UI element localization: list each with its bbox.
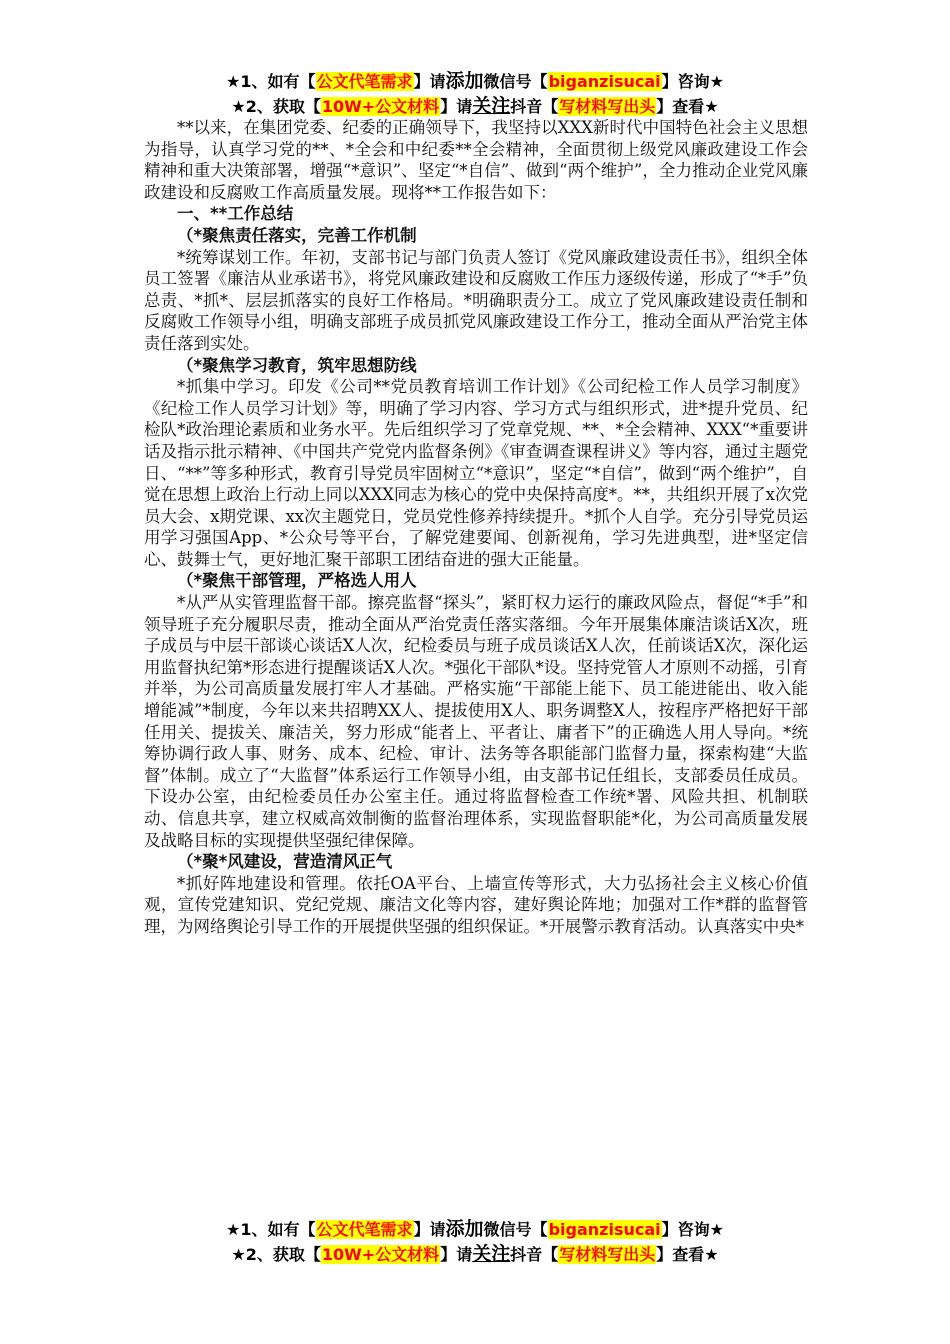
promo-text: ★1、如有【 bbox=[226, 1220, 316, 1239]
promo-text: 微信号【 bbox=[483, 72, 548, 91]
promo-highlight: biganzisucai bbox=[548, 72, 661, 91]
promo-text: 】请 bbox=[413, 1220, 446, 1239]
promo-highlight: biganzisucai bbox=[548, 1220, 661, 1239]
bottom-promo-banner bbox=[0, 1217, 950, 1267]
section-heading: 一、**工作总结 bbox=[177, 204, 294, 224]
subsection-title: （*聚焦学习教育，筑牢思想防线 bbox=[177, 355, 417, 375]
promo-highlight: 公文代笔需求 bbox=[316, 1220, 413, 1239]
promo-text: 】查看★ bbox=[656, 1245, 719, 1264]
promo-text: 抖音【 bbox=[510, 1245, 559, 1264]
promo-emphasis: 关注 bbox=[472, 1243, 511, 1265]
body-paragraph: *抓好阵地建设和管理。依托OA平台、上墙宣传等形式，大力弘扬社会主义核心价值观，宣传党建知识、党纪党规、廉洁文化等内容，建好舆论阵地；加强对工作*群的监督管理，为网络舆论引导工作的开展提供坚强的组织保证。*开展警示教育活动。认真落实中央* bbox=[144, 873, 808, 936]
promo-highlight: 10W+公文材料 bbox=[321, 97, 440, 116]
top-promo-banner bbox=[0, 69, 950, 119]
body-paragraph: *统筹谋划工作。年初，支部书记与部门负责人签订《党风廉政建设责任书》，组织全体员工签署《廉洁从业承诺书》，将党风廉政建设和反腐败工作压力逐级传递，形成了“*手”负总责、*抓*、层层抓落实的良好工作格局。*明确职责分工。成立了党风廉政建设责任制和反腐败工作领导小组，明确支部班子成员抓党风廉政建设工作分工，推动全面从严治党主体责任落到实处。 bbox=[144, 247, 808, 353]
promo-emphasis: 添加 bbox=[445, 1218, 484, 1240]
promo-emphasis: 添加 bbox=[445, 70, 484, 92]
intro-paragraph: **以来，在集团党委、纪委的正确领导下，我坚持以XXX新时代中国特色社会主义思想为指导，认真学习党的**、*全会和中纪委**全会精神，全面贯彻上级党风廉政建设工作会精神和重大决策部署，增强“*意识”、坚定“*自信”、做到“两个维护”，全力推动企业党风廉政建设和反腐败工作高质量发展。现将**工作报告如下： bbox=[144, 118, 808, 202]
document-body bbox=[144, 117, 808, 938]
promo-text: 】咨询★ bbox=[661, 1220, 724, 1239]
subsection-title: （*聚焦责任落实，完善工作机制 bbox=[177, 225, 417, 245]
promo-highlight: 写材料写出头 bbox=[559, 1245, 656, 1264]
body-paragraph: *从严从实管理监督干部。擦亮监督“探头”，紧盯权力运行的廉政风险点，督促“*手”和领导班子充分履职尽责，推动全面从严治党责任落实落细。今年开展集体廉洁谈话X次，班子成员与中层干部谈心谈话X人次，纪检委员与班子成员谈话X人次，任前谈话X次，深化运用监督执纪第*形态进行提醒谈话X人次。*强化干部队*设。坚持党管人才原则不动摇，引育并举，为公司高质量发展打牢人才基础。严格实施“干部能上能下、员工能进能出、收入能增能减”*制度，今年以来共招聘XX人、提拔使用X人、职务调整X人，按程序严格把好干部任用关、提拔关、廉洁关，努力形成“能者上、平者让、庸者下”的正确选人用人导向。*统筹协调行政人事、财务、成本、纪检、审计、法务等各职能部门监督力量，探索构建“大监督”体制。成立了“大监督”体系运行工作领导小组，由支部书记任组长，支部委员任成员。下设办公室，由纪检委员任办公室主任。通过将监督检查工作统*署、风险共担、机制联动、信息共享，建立权威高效制衡的监督治理体系，实现监督职能*化，为公司高质量发展及战略目标的实现提供坚强纪律保障。 bbox=[144, 593, 808, 850]
promo-line-1 bbox=[0, 69, 950, 94]
promo-text: 抖音【 bbox=[510, 97, 559, 116]
promo-text: ★2、获取【 bbox=[231, 97, 321, 116]
body-paragraph: *抓集中学习。印发《公司**党员教育培训工作计划》《公司纪检工作人员学习制度》《纪检工作人员学习计划》等，明确了学习内容、学习方式与组织形式，进*提升党员、纪检队*政治理论素质和业务水平。先后组织学习了党章党规、**、*全会精神、XXX“*重要讲话及指示批示精神、《中国共产党党内监督条例》《审查调查课程讲义》等内容，通过主题党日、“**”等多种形式，教育引导党员牢固树立“*意识”，坚定“*自信”，做到“两个维护”，自觉在思想上政治上行动上同以XXX同志为核心的党中央保持高度*。**，共组织开展了x次党员大会、x期党课、xx次主题党日，党员党性修养持续提升。*抓个人自学。充分引导党员运用学习强国App、*公众号等平台，了解党建要闻、创新视角，学习先进典型，进*坚定信心、鼓舞士气，更好地汇聚干部职工团结奋进的强大正能量。 bbox=[144, 377, 808, 569]
promo-emphasis: 关注 bbox=[472, 95, 511, 117]
promo-text: ★2、获取【 bbox=[231, 1245, 321, 1264]
promo-highlight: 写材料写出头 bbox=[559, 97, 656, 116]
promo-text: 】咨询★ bbox=[661, 72, 724, 91]
subsection-title: （*聚*风建设，营造清风正气 bbox=[177, 852, 393, 872]
promo-highlight: 10W+公文材料 bbox=[321, 1245, 440, 1264]
promo-line-2 bbox=[0, 94, 950, 119]
promo-text: ★1、如有【 bbox=[226, 72, 316, 91]
promo-line-1 bbox=[0, 1217, 950, 1242]
subsection-title: （*聚焦干部管理，严格选人用人 bbox=[177, 571, 417, 591]
promo-highlight: 公文代笔需求 bbox=[316, 72, 413, 91]
promo-text: 】请 bbox=[440, 97, 473, 116]
promo-text: 】查看★ bbox=[656, 97, 719, 116]
promo-text: 】请 bbox=[413, 72, 446, 91]
promo-text: 微信号【 bbox=[483, 1220, 548, 1239]
promo-text: 】请 bbox=[440, 1245, 473, 1264]
promo-line-2 bbox=[0, 1242, 950, 1267]
